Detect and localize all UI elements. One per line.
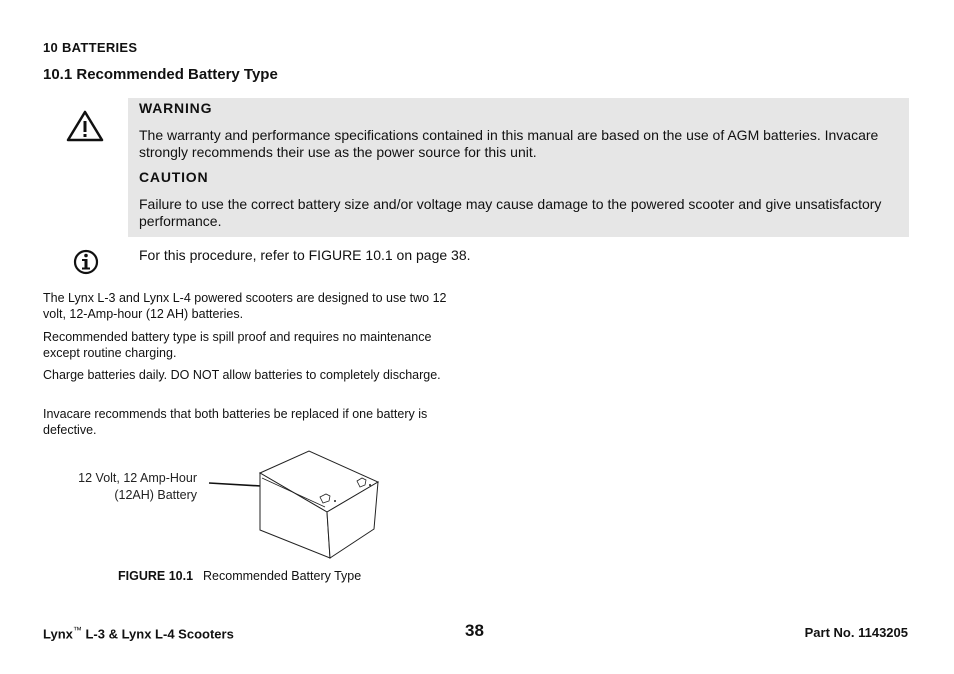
warning-text: The warranty and performance specifications contained in this manual are based on the use of AGM batteries. Invacare strongly recommends their use as the power source for this unit. [139, 127, 879, 160]
footer-product [43, 625, 234, 641]
caution-text: Failure to use the correct battery size and/or voltage may cause damage to the powered scooter and give unsatisfactory performance. [139, 196, 882, 229]
warning-triangle-icon [66, 110, 104, 142]
trademark-symbol: ™ [72, 625, 82, 635]
chapter-heading: 10 BATTERIES [43, 40, 138, 55]
info-icon [73, 249, 99, 275]
caution-heading: CAUTION [139, 169, 209, 185]
figure-number: FIGURE 10.1 [118, 569, 194, 583]
callout-line: (12AH) Battery [114, 488, 197, 502]
part-number: Part No. 1143205 [804, 625, 908, 640]
paragraph: The Lynx L-3 and Lynx L-4 powered scooters are designed to use two 12 volt, 12-Amp-hour (12 AH) batteries. [43, 291, 447, 321]
figure-callout-label [55, 470, 197, 504]
product-name: Lynx [43, 626, 73, 642]
leader-line [209, 483, 261, 486]
paragraph: Recommended battery type is spill proof and requires no maintenance except routine charging. [43, 330, 432, 360]
section-heading: 10.1 Recommended Battery Type [43, 66, 278, 83]
note-text: For this procedure, refer to FIGURE 10.1 on page 38. [139, 247, 471, 263]
page-number: 38 [465, 621, 484, 640]
callout-line: 12 Volt, 12 Amp-Hour [78, 471, 197, 485]
paragraph: Charge batteries daily. DO NOT allow batteries to completely discharge. [43, 368, 441, 382]
figure-title: Recommended Battery Type [203, 569, 362, 583]
battery-illustration [205, 445, 385, 565]
warning-heading: WARNING [139, 100, 213, 116]
product-models: L-3 & Lynx L-4 Scooters [81, 626, 234, 642]
figure-caption [118, 569, 361, 583]
paragraph: Invacare recommends that both batteries be replaced if one battery is defective. [43, 407, 428, 437]
